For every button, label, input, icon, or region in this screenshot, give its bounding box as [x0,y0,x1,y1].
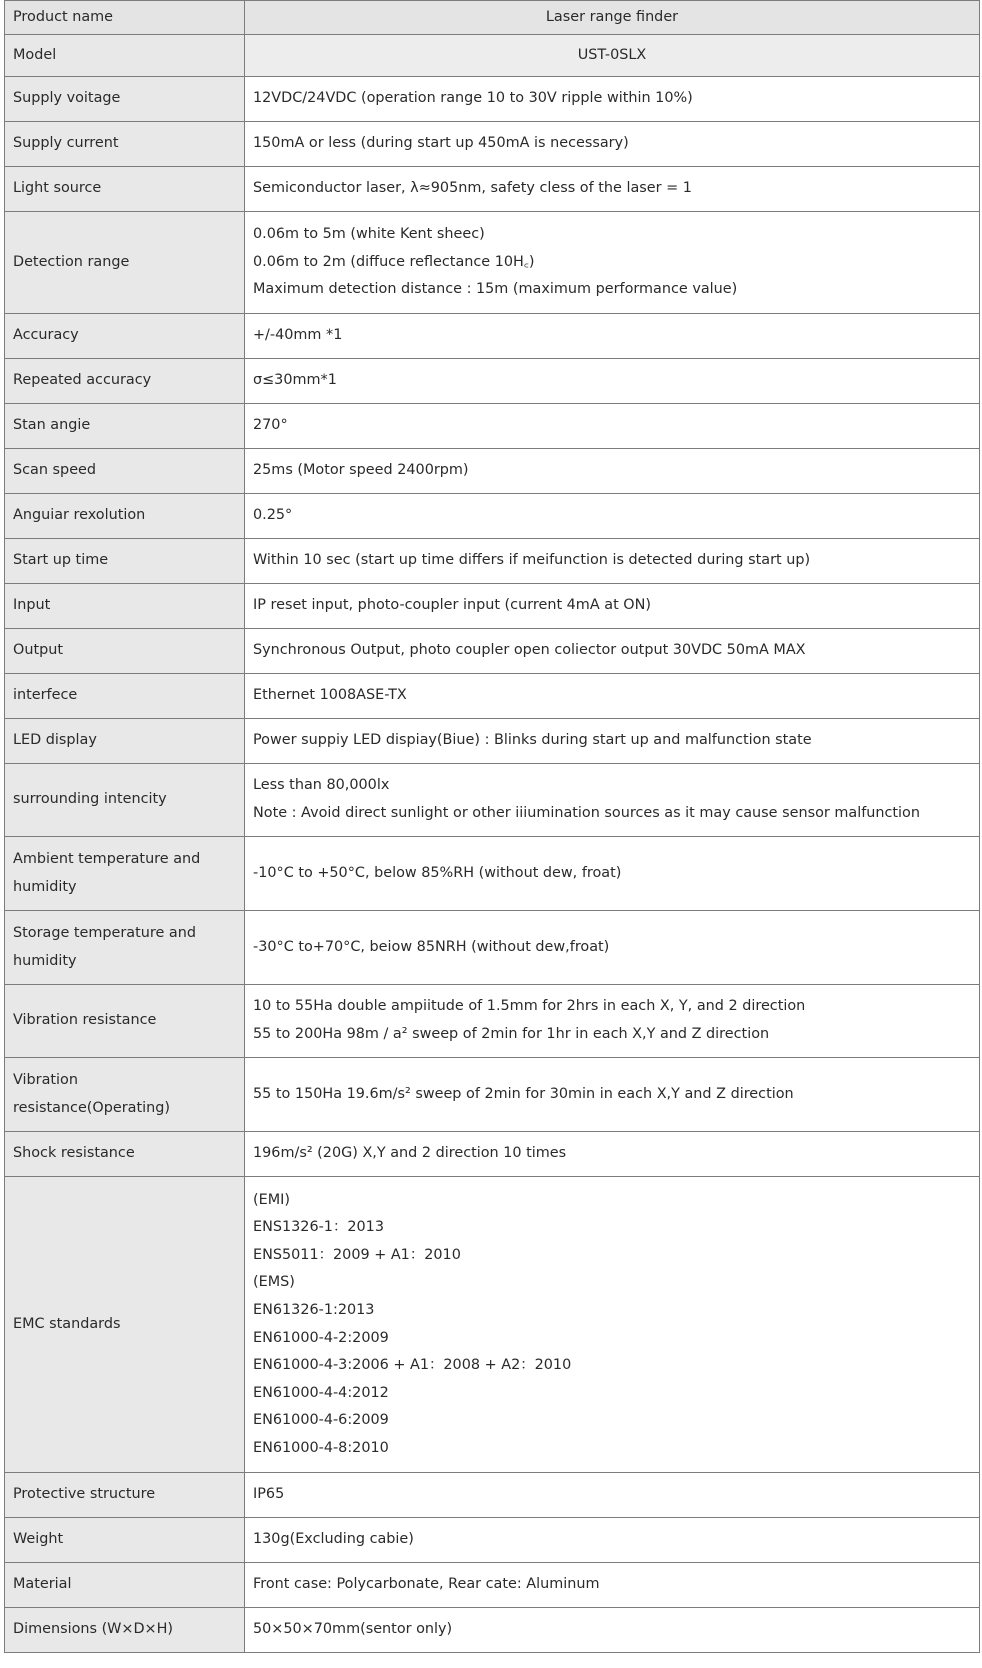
spec-value [245,1177,980,1473]
spec-value [245,1058,980,1132]
spec-row-input [5,584,980,629]
spec-row-protective-structure [5,1473,980,1518]
spec-value-line: Maximum detection distance : 15m (maximum performance value) [253,281,738,298]
spec-value-line: Within 10 sec (start up time differs if meifunction is detected during start up) [253,552,811,569]
spec-row-vibration-resistance-operating [5,1058,980,1132]
spec-row-surrounding-intensity [5,764,980,837]
spec-value [245,764,980,837]
spec-row-model [5,35,980,77]
spec-label: Protective structure [5,1473,245,1518]
spec-value-line: 0.06m to 2m (diffuce reflectance 10H꜀) [253,253,535,270]
spec-value [245,212,980,314]
spec-value [245,167,980,212]
spec-value [245,404,980,449]
spec-row-supply-voltage [5,77,980,122]
spec-label: Input [5,584,245,629]
spec-label: Shock resistance [5,1132,245,1177]
spec-value-line: ENS5011：2009 + A1：2010 [253,1246,461,1263]
spec-value-line: 150mA or less (during start up 450mA is necessary) [253,135,629,152]
spec-label: Scan speed [5,449,245,494]
spec-value [245,494,980,539]
spec-label: Supply current [5,122,245,167]
spec-row-shock-resistance [5,1132,980,1177]
spec-table [4,0,980,1653]
spec-row-scan-angle [5,404,980,449]
spec-row-repeated-accuracy [5,359,980,404]
spec-value [245,837,980,911]
spec-value [245,1518,980,1563]
spec-value-line: σ≤30mm*1 [253,372,337,389]
spec-value-line: (EMI) [253,1191,290,1208]
spec-value [245,584,980,629]
spec-value-line: 55 to 150Ha 19.6m/s² sweep of 2min for 30min in each X,Y and Z direction [253,1085,794,1102]
spec-label: Repeated accuracy [5,359,245,404]
spec-row-weight [5,1518,980,1563]
spec-label: Vibration resistance [5,985,245,1058]
spec-value [245,35,980,77]
spec-table-body [5,1,980,1653]
spec-value [245,1132,980,1177]
spec-label: Model [5,35,245,77]
spec-label: Material [5,1563,245,1608]
spec-row-vibration-resistance [5,985,980,1058]
spec-row-storage-temperature [5,911,980,985]
spec-label: surrounding intencity [5,764,245,837]
spec-value [245,77,980,122]
spec-row-ambient-temperature [5,837,980,911]
spec-value-line: ENS1326-1：2013 [253,1219,384,1236]
spec-value [245,539,980,584]
spec-value-line: 130g(Excluding cabie) [253,1531,414,1548]
spec-value-line: -10°C to +50°C, below 85%RH (without dew, froat) [253,864,622,881]
spec-value [245,314,980,359]
spec-row-detection-range [5,212,980,314]
spec-value-line: 25ms (Motor speed 2400rpm) [253,462,469,479]
spec-value [245,719,980,764]
spec-value [245,1563,980,1608]
spec-value-line: Ethernet 1008ASE-TX [253,687,407,704]
spec-value-line: EN61000-4-8:2010 [253,1439,389,1456]
spec-row-output [5,629,980,674]
spec-row-led-display [5,719,980,764]
spec-value-line: 270° [253,417,288,434]
spec-value-line: +/-40mm *1 [253,327,343,344]
spec-row-supply-current [5,122,980,167]
spec-row-dimensions [5,1608,980,1653]
spec-label: Anguiar rexolution [5,494,245,539]
spec-value [245,674,980,719]
spec-label: Dimensions (W×D×H) [5,1608,245,1653]
spec-row-product-name [5,1,980,35]
spec-label: Storage temperature and humidity [5,911,245,985]
spec-value-line: 50×50×70mm(sentor only) [253,1621,453,1638]
spec-value-line: EN61000-4-2:2009 [253,1329,389,1346]
spec-label: Output [5,629,245,674]
spec-value [245,122,980,167]
spec-row-material [5,1563,980,1608]
spec-value-line: IP reset input, photo-coupler input (current 4mA at ON) [253,597,651,614]
spec-value-line: -30°C to+70°C, beiow 85NRH (without dew,froat) [253,938,610,955]
spec-value-line: IP65 [253,1486,285,1503]
spec-value-line: 55 to 200Ha 98m / a² sweep of 2min for 1hr in each X,Y and Z direction [253,1026,770,1042]
spec-value [245,911,980,985]
spec-value [245,985,980,1058]
spec-row-start-up-time [5,539,980,584]
spec-value-line: 10 to 55Ha double ampiitude of 1.5mm for 2hrs in each X, Y, and 2 direction [253,998,806,1015]
spec-label: Start up time [5,539,245,584]
spec-value [245,359,980,404]
spec-label: LED display [5,719,245,764]
spec-value-line: Note : Avoid direct sunlight or other iiiumination sources as it may cause sensor malfunction [253,805,920,821]
spec-row-angular-resolution [5,494,980,539]
spec-value [245,629,980,674]
spec-row-emc-standards [5,1177,980,1473]
spec-row-scan-speed [5,449,980,494]
spec-value-line: Front case: Polycarbonate, Rear cate: Aluminum [253,1576,600,1593]
spec-value-line: UST-0SLX [577,46,647,63]
spec-value-line: EN61000-4-3:2006 + A1：2008 + A2：2010 [253,1357,572,1374]
spec-value-line: EN61000-4-4:2012 [253,1384,389,1401]
spec-value [245,1,980,35]
spec-value [245,449,980,494]
spec-value-line: 196m/s² (20G) X,Y and 2 direction 10 times [253,1145,567,1162]
spec-label: Vibration resistance(Operating) [5,1058,245,1132]
spec-label: interfece [5,674,245,719]
spec-label: Product name [5,1,245,35]
spec-value-line: 12VDC/24VDC (operation range 10 to 30V ripple within 10%) [253,90,693,107]
spec-row-light-source [5,167,980,212]
spec-label: Ambient temperature and humidity [5,837,245,911]
spec-value [245,1608,980,1653]
spec-label: Stan angie [5,404,245,449]
spec-value-line: Semiconductor laser, λ≈905nm, safety cless of the laser = 1 [253,180,692,197]
spec-label: Accuracy [5,314,245,359]
spec-value-line: Synchronous Output, photo coupler open coliector output 30VDC 50mA MAX [253,642,806,659]
spec-row-accuracy [5,314,980,359]
spec-value-line: EN61326-1:2013 [253,1301,375,1318]
spec-label: Supply voitage [5,77,245,122]
spec-label: Weight [5,1518,245,1563]
spec-value-line: (EMS) [253,1274,295,1291]
spec-value [245,1473,980,1518]
spec-value-line: Laser range finder [545,8,679,25]
spec-row-interface [5,674,980,719]
spec-value-line: 0.25° [253,507,293,524]
spec-label: EMC standards [5,1177,245,1473]
spec-value-line: EN61000-4-6:2009 [253,1412,389,1429]
spec-label: Detection range [5,212,245,314]
spec-value-line: Less than 80,000lx [253,777,390,794]
spec-value-line: Power suppiy LED dispiay(Biue) : Blinks during start up and malfunction state [253,732,812,749]
spec-value-line: 0.06m to 5m (white Kent sheec) [253,226,485,243]
spec-label: Light source [5,167,245,212]
